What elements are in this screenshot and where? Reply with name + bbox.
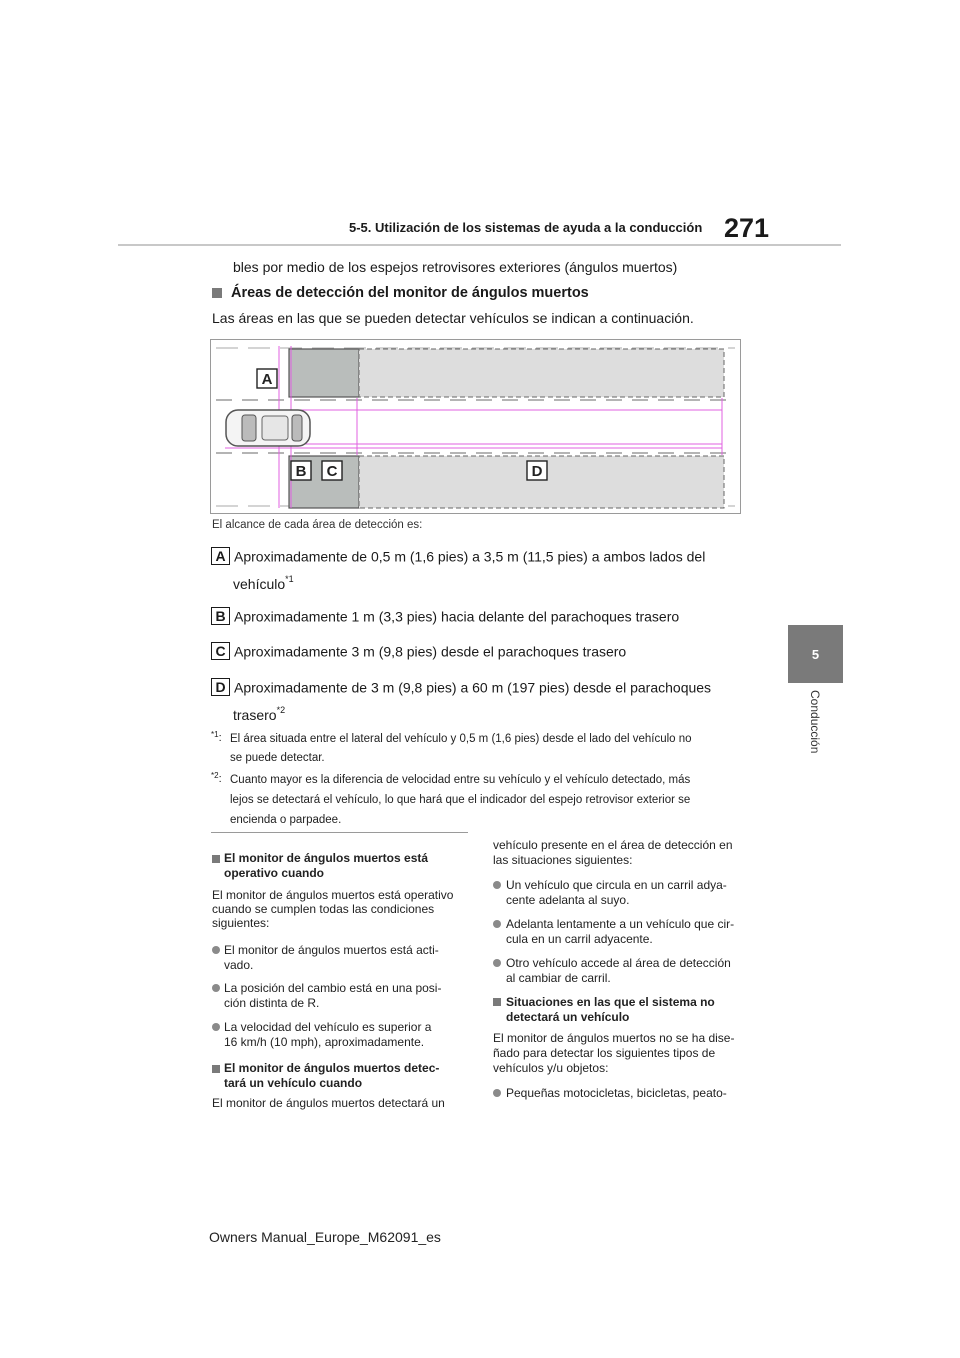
right-bullet-1-line-2: cente adelanta al suyo. <box>506 893 630 907</box>
column-divider <box>211 832 468 833</box>
label-d: D <box>531 463 543 480</box>
left-bullet-3-line-2: 16 km/h (10 mph), aproximadamente. <box>224 1035 425 1049</box>
heading-square-icon <box>212 855 220 863</box>
zone-b-top <box>289 349 359 397</box>
right-bullet-last: Pequeñas motocicletas, bicicletas, peato- <box>506 1086 727 1100</box>
right-bullet-2-line-1: Adelanta lentamente a un vehículo que cir- <box>506 917 735 931</box>
bullet-dot-icon <box>493 920 501 928</box>
definition-a-cont: vehículo$^{*1}$ <box>233 574 294 592</box>
diagram-caption: El alcance de cada área de detección es: <box>212 519 423 531</box>
left-bullet-1-line-2: vado. <box>224 958 254 972</box>
right-para-1-line-2: las situaciones siguientes: <box>493 853 633 867</box>
page-number: 271 <box>724 213 770 243</box>
badge-c: C <box>211 642 230 660</box>
footnote-1-line-2: se puede detectar. <box>230 752 325 764</box>
right-heading-1-line-2: detectará un vehículo <box>506 1010 630 1024</box>
right-para-2-line-2: ñado para detectar los siguientes tipos de <box>493 1046 716 1060</box>
section-square-icon <box>212 288 222 298</box>
right-bullet-2-line-2: cula en un carril adyacente. <box>506 932 653 946</box>
definition-c: C Aproximadamente 3 m (9,8 pies) desde el parachoques trasero <box>211 640 626 661</box>
badge-a: A <box>211 547 230 565</box>
right-para-2-line-1: El monitor de ángulos muertos no se ha dise- <box>493 1031 735 1045</box>
left-heading-2-line-2: tará un vehículo cuando <box>224 1076 363 1090</box>
right-bullet-1-line-1: Un vehículo que circula en un carril adya- <box>506 878 727 892</box>
left-para-1-line-2: cuando se cumplen todas las condiciones <box>212 902 435 916</box>
right-para-2-line-3: vehículos y/u objetos: <box>493 1061 609 1075</box>
section-title-text: Áreas de detección del monitor de ángulos muertos <box>231 285 589 301</box>
chapter-heading: 5-5. Utilización de los sistemas de ayuda a la conducción <box>349 220 703 235</box>
chapter-tab[interactable] <box>788 625 843 683</box>
footnote-2-line-3: encienda o parpadee. <box>230 814 342 826</box>
definition-a: A Aproximadamente de 0,5 m (1,6 pies) a 3,5 m (11,5 pies) a ambos lados del <box>211 545 705 566</box>
definition-d: D Aproximadamente de 3 m (9,8 pies) a 60 m (197 pies) desde el parachoques <box>211 676 711 697</box>
left-bullet-2-line-1: La posición del cambio está en una posi- <box>224 981 442 995</box>
detection-area-diagram <box>210 339 741 514</box>
right-para-1-line-1: vehículo presente en el área de detección en <box>493 838 733 852</box>
right-heading-1-line-1: Situaciones en las que el sistema no <box>506 995 715 1009</box>
detection-area-svg <box>211 340 740 513</box>
zone-d-top <box>359 349 724 397</box>
left-bullet-3-line-1: La velocidad del vehículo es superior a <box>224 1020 432 1034</box>
bullet-dot-icon <box>212 984 220 992</box>
chapter-tab-number: 5 <box>811 646 820 662</box>
car-icon <box>226 410 310 446</box>
definition-b: B Aproximadamente 1 m (3,3 pies) hacia delante del parachoques trasero <box>211 605 679 626</box>
header-rule <box>118 244 841 246</box>
section-description: Las áreas en las que se pueden detectar vehículos se indican a continuación. <box>212 310 694 326</box>
definition-d-cont: trasero$^{*2}$ <box>233 705 286 723</box>
footnote-1-mark: $^{*1}$: <box>211 730 222 744</box>
left-heading-2-line-1: El monitor de ángulos muertos detec- <box>224 1061 440 1075</box>
footnote-1-line-1: El área situada entre el lateral del vehículo y 0,5 m (1,6 pies) desde el lado del vehículo no <box>230 733 692 745</box>
heading-square-icon <box>212 1065 220 1073</box>
footnote-2-mark: $^{*2}$: <box>211 771 222 785</box>
label-a: A <box>261 371 273 388</box>
bullet-dot-icon <box>493 959 501 967</box>
left-heading-1-line-2: operativo cuando <box>224 866 325 880</box>
badge-b: B <box>211 607 230 625</box>
footnote-2-line-2: lejos se detectará el vehículo, lo que hará que el indicador del espejo retrovisor exterior se <box>230 794 691 806</box>
heading-square-icon <box>493 998 501 1006</box>
right-bullet-3-line-2: al cambiar de carril. <box>506 971 611 985</box>
footer-doc-id: Owners Manual_Europe_M62091_es <box>209 1229 441 1245</box>
intro-line: bles por medio de los espejos retrovisores exteriores (ángulos muertos) <box>233 259 678 275</box>
left-bullet-2-line-2: ción distinta de R. <box>224 996 320 1010</box>
left-bullet-1-line-1: El monitor de ángulos muertos está acti- <box>224 943 439 957</box>
left-para-1-line-1: El monitor de ángulos muertos está operativo <box>212 888 454 902</box>
chapter-tab-label: Conducción <box>808 690 822 754</box>
right-bullet-3-line-1: Otro vehículo accede al área de detección <box>506 956 731 970</box>
label-c: C <box>326 463 338 480</box>
label-b: B <box>295 463 307 480</box>
section-title <box>212 285 589 301</box>
bullet-dot-icon <box>493 881 501 889</box>
badge-d: D <box>211 678 230 696</box>
bullet-dot-icon <box>212 946 220 954</box>
bullet-dot-icon <box>493 1089 501 1097</box>
left-heading-1-line-1: El monitor de ángulos muertos está <box>224 851 429 865</box>
left-para-2: El monitor de ángulos muertos detectará un <box>212 1096 445 1110</box>
bullet-dot-icon <box>212 1023 220 1031</box>
footnote-2-line-1: Cuanto mayor es la diferencia de velocidad entre su vehículo y el vehículo detectado, más <box>230 774 691 786</box>
left-para-1-line-3: siguientes: <box>212 916 270 930</box>
